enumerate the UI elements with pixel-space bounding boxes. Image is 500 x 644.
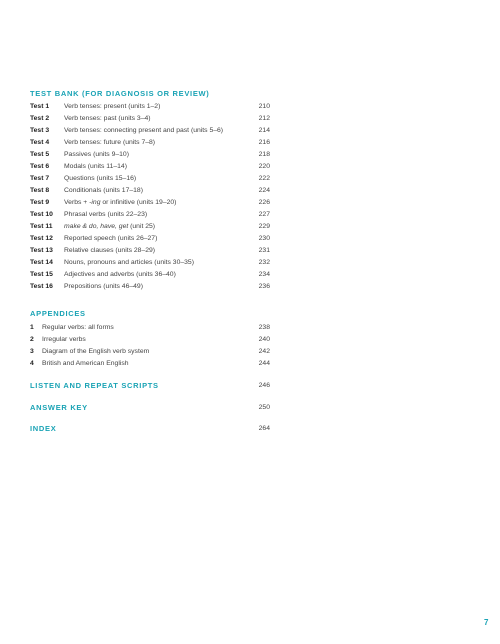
- toc-row-label: 4: [30, 360, 34, 367]
- toc-row-page: 236: [258, 283, 270, 290]
- toc-row-page: 229: [258, 223, 270, 230]
- toc-row: [30, 149, 270, 160]
- appendices-heading: APPENDICES: [30, 309, 86, 318]
- answer-key-heading: ANSWER KEY: [30, 403, 88, 412]
- toc-row-label: Test 3: [30, 127, 50, 134]
- listen-repeat-page: 246: [258, 382, 270, 389]
- toc-row: [30, 245, 270, 256]
- toc-row: [30, 161, 270, 172]
- toc-row-title: Conditionals (units 17–18): [64, 187, 143, 194]
- toc-row-label: Test 8: [30, 187, 50, 194]
- test-bank-heading: TEST BANK (FOR DIAGNOSIS OR REVIEW): [30, 89, 210, 98]
- toc-row: [30, 101, 270, 112]
- toc-row-label: 3: [30, 348, 34, 355]
- toc-row-title: Passives (units 9–10): [64, 151, 129, 158]
- toc-row-label: Test 13: [30, 247, 53, 254]
- toc-row-page: 238: [258, 324, 270, 331]
- toc-row-title: Relative clauses (units 28–29): [64, 247, 156, 254]
- toc-row: [30, 281, 270, 292]
- toc-row-title: Nouns, pronouns and articles (units 30–35): [64, 259, 194, 266]
- answer-key-row: [30, 402, 270, 413]
- index-heading: INDEX: [30, 424, 57, 433]
- toc-row-label: Test 15: [30, 271, 53, 278]
- toc-row: [30, 322, 270, 333]
- toc-row-title: Reported speech (units 26–27): [64, 235, 158, 242]
- toc-row-page: 214: [258, 127, 270, 134]
- toc-row: [30, 185, 270, 196]
- toc-row-title: Regular verbs: all forms: [42, 324, 114, 331]
- toc-row-title: Irregular verbs: [42, 336, 86, 343]
- toc-row-label: Test 7: [30, 175, 50, 182]
- toc-row-page: 244: [258, 360, 270, 367]
- toc-row-label: Test 16: [30, 283, 53, 290]
- index-page: 264: [258, 425, 270, 432]
- toc-row: [30, 209, 270, 220]
- toc-row-label: Test 14: [30, 259, 53, 266]
- toc-row-label: 2: [30, 336, 34, 343]
- toc-row-page: 222: [258, 175, 270, 182]
- toc-row-page: 227: [258, 211, 270, 218]
- toc-row: [30, 113, 270, 124]
- toc-row-title: Prepositions (units 46–49): [64, 283, 143, 290]
- toc-row-page: 218: [258, 151, 270, 158]
- toc-row-page: 240: [258, 336, 270, 343]
- toc-row-page: 216: [258, 139, 270, 146]
- toc-row-label: Test 9: [30, 199, 50, 206]
- toc-row-title: Verb tenses: connecting present and past (units 5–6): [64, 127, 224, 134]
- toc-row: [30, 233, 270, 244]
- toc-row-label: Test 6: [30, 163, 50, 170]
- toc-row-page: 220: [258, 163, 270, 170]
- toc-row-title: British and American English: [42, 360, 129, 367]
- toc-row-title: make & do, have, get (unit 25): [64, 223, 156, 230]
- answer-key-page: 250: [258, 404, 270, 411]
- toc-row: [30, 197, 270, 208]
- toc-row-label: Test 11: [30, 223, 53, 230]
- toc-row-title: Verbs + -ing or infinitive (units 19–20): [64, 199, 177, 206]
- toc-row-title: Questions (units 15–16): [64, 175, 137, 182]
- toc-row-title: Verb tenses: future (units 7–8): [64, 139, 156, 146]
- toc-row-page: 234: [258, 271, 270, 278]
- toc-row: [30, 346, 270, 357]
- toc-row-title: Modals (units 11–14): [64, 163, 127, 170]
- toc-row-title: Phrasal verbs (units 22–23): [64, 211, 148, 218]
- toc-row-title: Diagram of the English verb system: [42, 348, 150, 355]
- toc-row-label: Test 10: [30, 211, 53, 218]
- listen-repeat-heading: LISTEN AND REPEAT SCRIPTS: [30, 381, 159, 390]
- toc-row-label: Test 2: [30, 115, 50, 122]
- toc-row-page: 232: [258, 259, 270, 266]
- toc-row-page: 230: [258, 235, 270, 242]
- toc-row: [30, 269, 270, 280]
- page-number: 7: [484, 618, 489, 627]
- toc-row: [30, 125, 270, 136]
- toc-row-page: 224: [258, 187, 270, 194]
- toc-row-page: 231: [258, 247, 270, 254]
- toc-row-title: Adjectives and adverbs (units 36–40): [64, 271, 176, 278]
- toc-row: [30, 334, 270, 345]
- toc-row: [30, 137, 270, 148]
- toc-row-label: Test 1: [30, 103, 50, 110]
- listen-repeat-row: [30, 380, 270, 391]
- toc-row-label: Test 5: [30, 151, 50, 158]
- toc-row-label: Test 12: [30, 235, 53, 242]
- index-row: [30, 423, 270, 434]
- toc-row-page: 212: [258, 115, 270, 122]
- toc-row-page: 242: [258, 348, 270, 355]
- toc-row-label: 1: [30, 324, 34, 331]
- toc-row-page: 226: [258, 199, 270, 206]
- toc-row: [30, 257, 270, 268]
- toc-row: [30, 173, 270, 184]
- toc-row-label: Test 4: [30, 139, 50, 146]
- toc-row-title: Verb tenses: present (units 1–2): [64, 103, 161, 110]
- toc-row: [30, 221, 270, 232]
- toc-row-page: 210: [258, 103, 270, 110]
- toc-row-title: Verb tenses: past (units 3–4): [64, 115, 151, 122]
- toc-row: [30, 358, 270, 369]
